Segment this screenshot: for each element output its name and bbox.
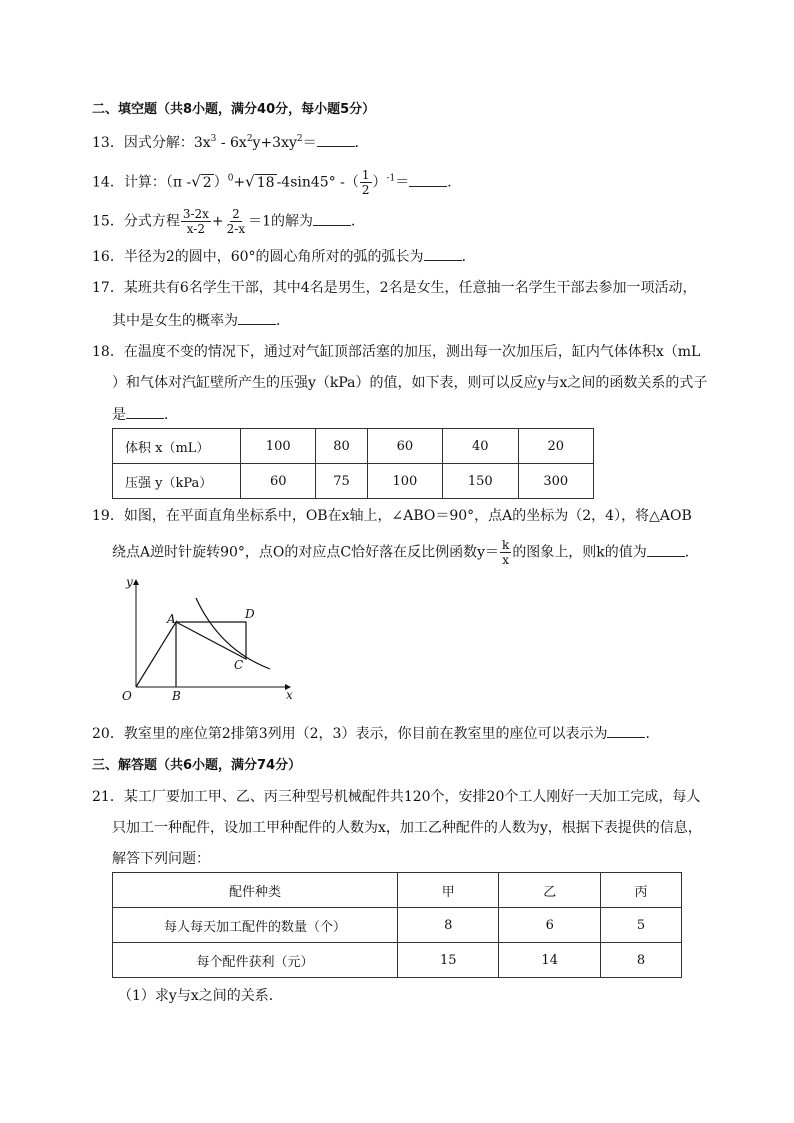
fraction: $\frac{k}{x}$: [502, 538, 510, 567]
point-label-c: C: [234, 658, 244, 672]
axis-label-x: x: [286, 688, 293, 702]
point-label-o: O: [122, 689, 132, 703]
table-cell: 20: [518, 429, 593, 464]
table-row: [113, 464, 594, 499]
question-13: 13．因式分解：$3x^3 - 6x^2y+3xy^2=$ ．: [92, 134, 369, 151]
question-number: 16．: [92, 249, 124, 265]
point-label-d: D: [245, 607, 255, 621]
table-cell: 8: [398, 908, 499, 943]
table-cell: 每个配件获利（元）: [113, 943, 398, 978]
table-header: 配件种类: [113, 873, 398, 908]
question-18: 18．在温度不变的情况下，通过对气缸顶部活塞的加压，测出每一次加压后，缸内气体体积x（mL: [92, 344, 701, 360]
question-19: 19．如图，在平面直角坐标系中，OB在x轴上，∠ABO＝90°，点A的坐标为（2，4），将△AOB: [92, 508, 692, 524]
table-cell: 5: [600, 908, 681, 943]
question-number: 13．: [92, 135, 124, 151]
answer-blank[interactable]: [238, 310, 276, 325]
fraction: $\frac{2}{2-x}$: [226, 207, 246, 236]
question-14: 14．计算：（π -√ 2 ）$^0$+√ 18 -4sin45° -（ $\frac{1}{2}$ ）$^{-1}$＝ ．: [92, 168, 462, 197]
question-15: 15．分式方程 $\frac{3-2x}{x-2}$ + $\frac{2}{2-x}$ ＝1的解为 ．: [92, 207, 366, 236]
question-20: 20．教室里的座位第2排第3列用（2，3）表示，你目前在教室里的座位可以表示为 ．: [92, 723, 659, 744]
table-header: 甲: [398, 873, 499, 908]
answer-blank[interactable]: [424, 246, 462, 261]
table-cell: 8: [600, 943, 681, 978]
axis-label-y: y: [126, 575, 133, 589]
table-row: [113, 908, 682, 943]
question-16: 16．半径为2的圆中，60°的圆心角所对的弧的弧长为 ．: [92, 246, 476, 267]
table-cell: 14: [499, 943, 600, 978]
table-row-label: 体积 x（mL）: [113, 429, 241, 464]
volume-pressure-table: [112, 428, 594, 499]
coordinate-figure: [110, 572, 310, 704]
table-cell: 每人每天加工配件的数量（个）: [113, 908, 398, 943]
hyperbola-curve: [196, 598, 270, 669]
table-row: [113, 873, 682, 908]
table-cell: 60: [367, 429, 442, 464]
table-header: 丙: [600, 873, 681, 908]
question-18-line-2: ）和气体对汽缸壁所产生的压强y（kPa）的值，如下表，则可以反应y与x之间的函数关系的式子: [112, 375, 708, 391]
section-3-header: 三、解答题（共6小题，满分74分）: [92, 758, 302, 773]
answer-blank[interactable]: [126, 404, 164, 419]
table-cell: 40: [443, 429, 518, 464]
table-row-label: 压强 y（kPa）: [113, 464, 241, 499]
question-17: 17．某班共有6名学生干部，其中4名是男生，2名是女生，任意抽一名学生干部去参加一项活动，: [92, 280, 697, 296]
answer-blank[interactable]: [409, 172, 447, 187]
question-17-line-2: 其中是女生的概率为 ．: [112, 310, 290, 331]
question-21-line-3: 解答下列问题：: [112, 851, 210, 867]
table-cell: 80: [316, 429, 367, 464]
point-label-b: B: [172, 689, 181, 703]
triangle-aob: [136, 622, 176, 687]
answer-blank[interactable]: [647, 542, 685, 557]
table-cell: 300: [518, 464, 593, 499]
table-cell: 15: [398, 943, 499, 978]
parts-table: [112, 872, 682, 978]
table-cell: 6: [499, 908, 600, 943]
point-label-a: A: [167, 612, 176, 626]
question-number: 20．: [92, 726, 124, 742]
question-18-line-3: 是 ．: [112, 404, 178, 425]
table-cell: 60: [241, 464, 316, 499]
fraction: $\frac{3-2x}{x-2}$: [182, 207, 209, 236]
table-cell: 75: [316, 464, 367, 499]
question-number: 19．: [92, 508, 124, 524]
question-number: 21．: [92, 789, 124, 805]
answer-blank[interactable]: [607, 723, 645, 738]
question-21-line-2: 只加工一种配件，设加工甲种配件的人数为x，加工乙种配件的人数为y，根据下表提供的信息，: [112, 820, 702, 836]
question-number: 17．: [92, 280, 124, 296]
table-cell: 150: [443, 464, 518, 499]
question-21: 21．某工厂要加工甲、乙、丙三种型号机械配件共120个，安排20个工人刚好一天加工完成，每人: [92, 789, 701, 805]
question-number: 18．: [92, 344, 124, 360]
question-number: 15．: [92, 213, 124, 230]
answer-blank[interactable]: [317, 132, 355, 147]
table-header: 乙: [499, 873, 600, 908]
section-2-header: 二、填空题（共8小题，满分40分，每小题5分）: [92, 102, 376, 117]
table-row: [113, 943, 682, 978]
table-cell: 100: [367, 464, 442, 499]
fraction: $\frac{1}{2}$: [361, 168, 370, 197]
table-cell: 100: [241, 429, 316, 464]
triangle-acd: [176, 622, 246, 659]
question-19-line-2: 绕点A逆时针旋转90°，点O的对应点C恰好落在反比例函数y＝ $\frac{k}{x}$ 的图象上，则k的值为 ．: [112, 538, 699, 567]
table-row: [113, 429, 594, 464]
answer-blank[interactable]: [313, 211, 351, 226]
question-number: 14．: [92, 174, 124, 191]
question-21-sub-1: （1）求y与x之间的关系．: [118, 988, 283, 1004]
